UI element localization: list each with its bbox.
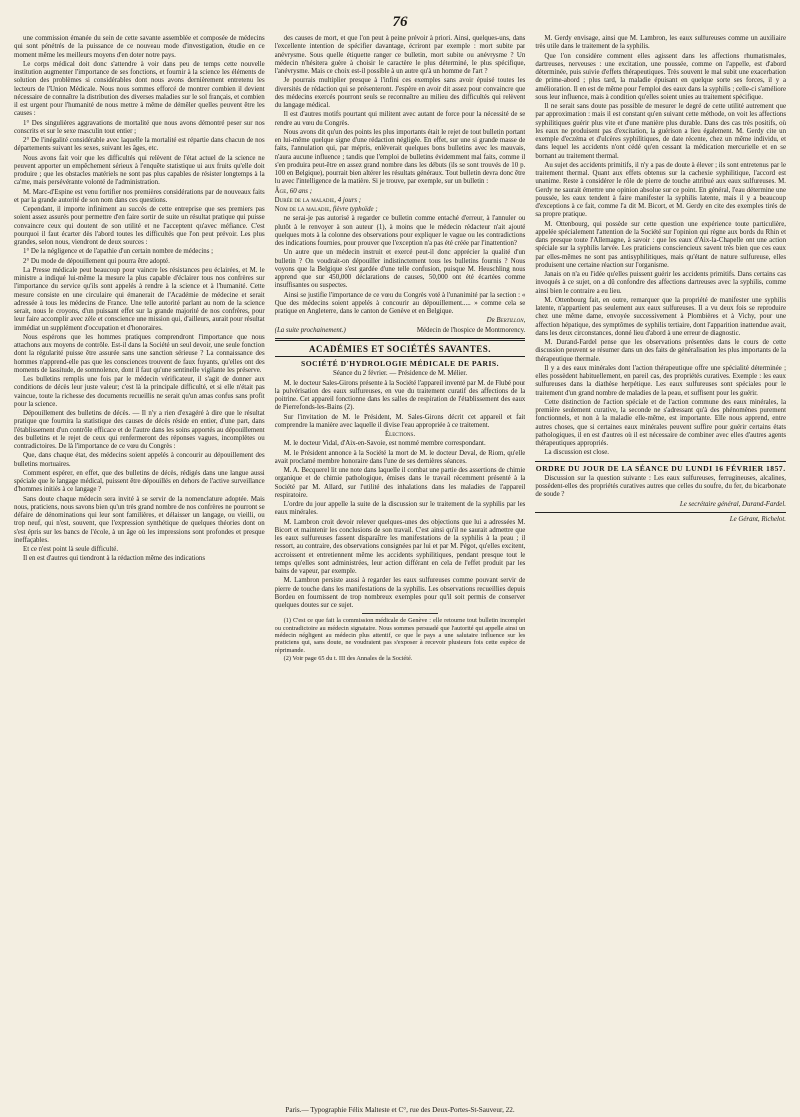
paragraph: M. Durand-Fardel pense que les observations présentées dans le cours de cette discussion peuvent se résumer dans un des faits de généralisation les plus importants de la thérapeutique thermale. [535,339,787,363]
signature-row [275,327,526,335]
society-title: SOCIÉTÉ D'HYDROLOGIE MÉDICALE DE PARIS. [300,359,500,368]
gerant-signature: Le Gérant, Richelot. [729,515,787,523]
paragraph: Sans doute chaque médecin sera invité à se servir de la nomenclature adoptée. Mais nous, praticiens, nous savons bien qu'un très grand nombre de nos confrères ne pourront se défaire de dénominations qui leur sont familières, et délaisser un langage, ou vieilli, ou trop neuf, qui n'est, souvent, que l'expression synthétique de quelques théories dont on s'est épris sur les bancs de l'école, à un âge où les impressions sont profondes et presque ineffaçables. [14,495,265,544]
signature-name: Dr Bertillon, [486,317,526,325]
section-title: ACADÉMIES ET SOCIÉTÉS SAVANTES. [308,343,492,354]
paragraph: Nous espérons que les hommes pratiques comprendront l'importance que nous attachons aux moyens de contrôle. Est-il dans la Société un seul devoir, une seule fonction dont la régularité puisse être assurée sans une sanction sérieuse ? La connaissance des hommes n'apprend-elle pas que les consciences trouvent de faux fuyants, qu'elles ont des moments de lassitude, de somnolence, dont il faut qu'une sentinelle vigilante les préserve. [14,333,265,374]
fact-line [275,197,526,205]
session-line: Séance du 2 février. — Présidence de M. Mélier. [332,370,468,378]
paragraph: M. Gerdy envisage, ainsi que M. Lambron, les eaux sulfureuses comme un auxiliaire très utile dans le traitement de la syphilis. [535,35,787,51]
paragraph: Comment espérer, en effet, que des bulletins de décès, rédigés dans une langue aussi spéciale que le langage médical, puissent être dépouillés en dehors de l'active surveillance d'hommes initiés à ce langage ? [14,469,265,494]
paragraph: des causes de mort, et que l'on peut à peine prévoir à priori. Ainsi, quelques-uns, dans l'excellente intention de spécifier davantage, écriront par exemple : mort subite par anévrysme. Sous quelle étiquette ranger ce bulletin, mort subite ou anévrysme ? Un médecin n'hésitera guère à choisir le caractère le plus déterminé, le plus spécifique, l'anévrysme. Mais ce choix est-il possible à un autre qu'à un homme de l'art ? [274,35,526,75]
paragraph: Je pourrais multiplier presque à l'infini ces exemples sans avoir épuisé toutes les diversités de rédaction qui se présenteront. J'espère en avoir dit assez pour convaincre que des médecins exercés pourront seuls se reconnaître au milieu des difficultés qui relèvent du langage médical. [274,77,526,109]
page-number: 76 [392,14,408,30]
paragraph: La Presse médicale peut beaucoup pour vaincre les résistances peu éclairées, et M. le ministre a indiqué lui-même la mesure la plus capable d'éclairer tous nos confrères sur l'importance du service qu'ils sont appelés à rendre à la science et à l'humanité. Cette mesure consiste en une circulaire qui émanerait de l'Académie de médecine et serait adressée à tous les médecins de France. Une telle autorité parlant au nom de la science serait, nous le croyons, d'un puissant effet sur la grande majorité de nos confrères, pour leur faire accomplir avec zèle et conscience une mission qui, d'ailleurs, aurait pour résultat immédiat un supplément d'occupation et d'honoraires. [14,266,265,332]
footnote: (1) C'est ce que fait la commission médicale de Genève : elle retourne tout bulletin incomplet ou contradictoire au médecin signataire. Nous sommes persuadé que l'autorité qui appelle ainsi un médecin négligent au médecin plus attentif, ce que le pays a une salutaire influence sur les praticiens qui, sans doute, ne voudraient pas s'exposer à recevoir plusieurs fois cette espèce de réprimande. [274,617,526,654]
paragraph: Nous avons dit qu'un des points les plus importants était le rejet de tout bulletin portant en lui-même quelque signe d'une rédaction négligée. En effet, sur une si grande masse de faits, l'annulation qui, par mépris, enlèverait quelques bons bulletins avec les mauvais, n'aura aucune influence ; tandis que l'emploi de bulletins évidemment mal faits, comme il s'en produira peut-être en assez grand nombre dans les débuts (ils se sont trouvés de 10 p. 100 en Belgique), pourrait bien altérer les résultats généraux. Tout bulletin devra donc être lu avec l'intelligence de la matière. Si je trouve, par exemple, sur un bulletin : [274,128,526,186]
continuation-note: (La suite prochainement.) [274,326,346,334]
footnote-rule [362,613,437,614]
paragraph: Cette distinction de l'action spéciale et de l'action commune des eaux minérales, la première seulement curative, la seconde ne s'adressant qu'à des phénomènes purement fonctionnels, et non à la maladie elle-même, est importante. Elle nous apprend, entre autres choses, que si certaines eaux minérales peuvent suffire pour guérir certains états pathologiques, il en est d'autres où il est nécessaire de combiner avec elles d'autres agents thérapeutiques appropriés. [535,398,787,447]
paragraph: 2° Du mode de dépouillement qui pourra être adopté. [23,257,170,265]
rule [535,512,786,513]
paragraph: M. le Président annonce à la Société la mort de M. le docteur Deval, de Riom, qu'elle avait proclamé membre honoraire dans l'une de ses dernières séances. [274,449,526,465]
paragraph: Il en est d'autres qui tiendront à la rédaction même des indications [23,555,206,563]
column-2 [275,35,526,1103]
paragraph: Ainsi se justifie l'importance de ce vœu du Congrès voté à l'unanimité par la section : « Que des médecins soient appelés à concourir au dépouillement..... » comme cela se pratique en Angleterre, dans le canton de Genève et en Belgique. [274,291,526,315]
column-1 [14,35,265,1103]
fact-label: Durée de la maladie, [274,196,336,204]
rule [535,461,786,462]
column-container [14,35,786,1103]
paragraph: Le corps médical doit donc s'attendre à voir dans peu de temps cette nouvelle institution augmenter l'importance de ses fonctions, et fournir à la science les éléments de solution des problèmes si considérables dont nous avons dernièrement entretenu les lecteurs de l'Union Médicale. Nous nous sommes efforcé de montrer combien il devient nécessaire de connaître la distribution des diverses maladies sur le sol français, et combien il est urgent pour l'humanité de nous mettre à même de démêler quelles peuvent être les causes : [14,60,265,118]
fact-label: Âge, [274,187,289,195]
secretary-signature: Le secrétaire général, Durand-Fardel. [679,500,787,508]
paragraph: 1° Des singulières aggravations de mortalité que nous avons démontré peser sur nos conscrits et sur le sexe masculin tout entier ; [14,119,265,135]
paragraph: Il y a des eaux minérales dont l'action thérapeutique offre une spécialité déterminée ; elles possèdent habituellement, en pareil cas, des propriétés curatives. Exemple : les eaux sulfureuses dans la diathèse herpétique. Les eaux sulfureuses sont spéciales pour le traitement d'un grand nombre de maladies de la peau, et suffisent pour les guérir. [535,364,787,397]
paragraph: M. A. Becquerel lit une note dans laquelle il combat une partie des assertions de chimie organique et de chimie pathologique, émises dans le travail récemment présenté à la Société par M. Allard, sur l'utilité des inhalations dans les maladies de l'appareil respiratoire. [274,467,526,499]
paragraph: Nous avons fait voir que les difficultés qui relèvent de l'état actuel de la science ne peuvent apporter un empêchement sérieux à l'enquête statistique ui aux fruits qu'elle doit produire ; que les obstacles matériels ne sont pas plus capables de résister longtemps à la ca'me, mais persévérante volonté de l'administration. [14,154,265,187]
footnote: (2) Voir page 65 du t. III des Annales de la Société. [283,655,413,663]
paragraph: Dépouillement des bulletins de décès. — Il n'y a rien d'exagéré à dire que le résultat pratique que fournira la statistique des causes de décès réside en entier, d'une part, dans l'établissement d'un contrôle efficace et de l'autre dans les soins apportés au dépouillement des bulletins et le rejet de ceux qui renfermeront des réponses vagues, incomplètes ou contradictoires. De là l'importance de ce vœu du Congrès : [14,410,265,450]
paragraph: Et ce n'est point là seule difficulté. [23,546,119,553]
printer-footer: Paris.— Typographie Félix Malteste et C°, rue des Deux-Portes-St-Sauveur, 22. [285,1106,515,1114]
paragraph: M. le docteur Sales-Girons présente à la Société l'appareil inventé par M. de Flubé pour la pulvérisation des eaux sulfureuses, en vue du traitement curatif des affections de la poitrine. Cet appareil fonctionne dans les salles de respiration de l'établissement des eaux de Pierrefonds-les-Bains (2). [274,379,526,412]
signature-title: Médecin de l'hospice de Montmorency. [416,326,526,334]
paragraph: Il ne serait sans doute pas possible de mesurer le degré de cette utilité autrement que par approximation : mais il est constant qu'en suivant cette méthode, on voit les affections syphilitiques guérir plus vite et d'une manière plus durable. Dans des cas très positifs, où les eaux ne produisent pas d'excitation, la guérison a lieu également. M. Gerdy cite un exemple d'eczéma et d'ulcères syphilitiques, de date récente, chez un même individu, et dans lequel les accidents n'ont cédé qu'en cessant la médication mercurielle et en se bornant au traitement thermal. [535,103,787,160]
paragraph: La discussion est close. [544,449,610,457]
fact-value: fièvre typhoïde ; [332,206,378,213]
fact-label: Nom de la maladie, [274,206,331,213]
fact-line [275,188,526,196]
paragraph: Cependant, il importe infiniment au succès de cette entreprise que ses premiers pas soient assez assurés pour permettre d'en faire sortir de suite un résultat pratique qui puisse convaincre ceux qui doutent de son utilité et ne l'acceptent qu'avec méfiance. C'est pourquoi il faut écarter dès l'abord toutes les difficultés que l'on peut prévoir. Les plus grandes, selon nous, viendront de deux sources : [14,206,265,246]
fact-value: 4 jours ; [337,196,362,204]
paragraph: M. Ottenbourg, qui possède sur cette question une expérience toute particulière, appelée spécialement l'attention de la Société sur l'opinion qui règne aux bords du Rhin et dans presque toute l'Allemagne, à savoir : que les eaux d'Aix-la-Chapelle ont une action spéciale sur la syphilis larvée. Les praticiens consciencieux savent très bien que ces eaux par elles-mêmes ne sont pas antisyphilitiques, mais qu'étant de nature sulfureuse, elles produisent une certaine réaction sur l'organisme. [535,220,787,269]
paragraph: Il est d'autres motifs pourtant qui militent avec autant de force pour la nécessité de se rendre au vœu du Congrès. [274,111,526,127]
paragraph: Au sujet des accidents primitifs, il n'y a pas de doute à élever ; ils sont entretenus par le traitement thermal. Quant aux effets obtenus sur la cachexie syphilitique, l'accord est unanime. Reste à considérer le rôle de pierre de touche attribué aux eaux sulfureuses. M. Gerdy ne saurait émettre une opinion absolue sur ce point. En général, l'eau détermine une poussée, les eaux tendent à faire manifester la syphilis latente, mais il y a beaucoup d'exceptions à ce fait, comme l'a dit M. Bicort, et M. Gerdy en cite des exemples tirés de sa propre pratique. [535,161,787,219]
paragraph: Discussion sur la question suivante : Les eaux sulfureuses, ferrugineuses, alcalines, possèdent-elles des propriétés curatives autres que celles du soufre, du fer, du bicarbonate de soude ? [535,474,787,499]
paragraph: Sur l'invitation de M. le Président, M. Sales-Girons décrit cet appareil et fait comprendre la manière avec laquelle il divise l'eau appropriée à ce traitement. [274,413,526,429]
paragraph: 1° De la négligence et de l'apathie d'un certain nombre de médecins ; [23,248,214,256]
column-3 [535,35,786,1103]
paragraph: une commission émanée du sein de cette savante assemblée et composée de médecins qui sont pénétrés de la puissance de ce nouveau mode d'investigation, étudie en ce moment même les meilleurs moyens d'en doter notre pays. [14,35,265,59]
paragraph: M. Lambron croit devoir relever quelques-unes des objections que lui a adressées M. Bicort et maintenir les conclusions de son travail. C'est ainsi qu'il ne saurait admettre que les eaux sulfureuses fassent disparaître les manifestations de la syphilis à la peau ; il ressort, au contraire, des observations consignées par lui et par M. Pégot, qu'elles excitent, accroissent et entretiennent même les accidents syphilitiques, pendant presque tout le temps qu'elles sont administrées, leur action différant en cela de l'effet produit par les bains de vapeur, par exemple. [274,518,526,575]
paragraph: 2° De l'inégalité considérable avec laquelle la mortalité est répartie dans chacun de nos départements suivant les sexes, suivant les âges, etc. [14,137,265,153]
paragraph: Janais on n'a eu l'idée qu'elles puissent guérir les accidents primitifs. Dans certains cas invoqués à ce sujet, on a dû confondre des affections dartreuses avec la syphilis, comme ainsi bien le contraire a eu lieu. [535,271,787,295]
paragraph: Que, dans chaque état, des médecins soient appelés à concourir au dépouillement des bulletins mortuaires. [14,452,265,468]
fact-value: 60 ans ; [289,187,312,195]
elections-heading: Élections. [384,431,416,438]
paragraph: M. Marc-d'Espine est venu fortifier nos premières considérations par de nouveaux faits et par la grande autorité de son nom dans ces questions. [14,188,265,204]
paragraph: ne serai-je pas autorisé à regarder ce bulletin comme entaché d'erreur, à l'annuler ou plutôt à le renvoyer à son auteur (1), à moins que le médecin rédacteur n'ait ajouté quelques mots à la colonne des observations pour expliquer le vague ou les contradictions des indications fournies, pour prouver que l'exception n'a pas été créée par l'inattention? [274,215,526,247]
paragraph: Les bulletins remplis une fois par le médecin vérificateur, il s'agit de donner aux conditions de décès leur juste valeur; c'est là la principale difficulté, et si elle n'était pas vaincue, toute la richesse des documents recueillis ne serait qu'un amas confus sans profit pour la science. [14,376,265,408]
paragraph: M. Ottenbourg fait, en outre, remarquer que la propriété de manifester une syphilis latente, n'appartient pas seulement aux eaux sulfureuses. Il a vu deux fois se reproduire chez une même dame, envoyée successivement à Plombières et à Vichy, pour une affection hépatique, des symptômes de syphilis tertiaire, dont l'apparition inattendue avait, dans les deux circonstances, donné lieu d'abord à une erreur de diagnostic. [535,296,787,337]
paragraph: M. Lambron persiste aussi à regarder les eaux sulfureuses comme pouvant servir de pierre de touche dans les manifestations de la syphilis. Les observations recueillies depuis Bordeu en fournissent de trop nombreux exemples pour qu'il soit permis de conserver quelques doutes sur ce sujet. [274,577,526,609]
rule [275,356,526,357]
double-rule [275,338,526,341]
paragraph: M. le docteur Vidal, d'Aix-en-Savoie, est nommé membre correspondant. [283,440,486,448]
paragraph: Que l'on considère comment elles agissent dans les affections rhumatismales, dartreuses, nerveuses : une excitation, une poussée, comme on l'appelle, est d'abord déterminée, puis suivie d'effets thérapeutiques. Très souvent le mal subit une exacerbation de prime-abord ; plus tard, la maladie épuisant en quelque sorte ses forces, il y a amélioration. Il en est de même pour l'emploi des eaux dans la syphilis ; celle-ci s'améliore sous leur influence, mais à condition qu'elles soient unies au traitement spécifique. [535,52,787,101]
paragraph: L'ordre du jour appelle la suite de la discussion sur le traitement de la syphilis par les eaux minérales. [274,501,526,517]
paragraph: Un autre que un médecin instruit et exercé peut-il donc apprécier la qualité d'un bulletin ? On voudrait-on dépouiller indistinctement tous les bulletins fournis ? Nous voyons que la Belgique s'est gardée d'une telle confusion, puisque M. Heuschling nous apprend que sur 450,000 déclarations de causes, 50,000 ont été écartées comme insuffisantes ou suspectes. [274,249,526,290]
fact-line [275,206,526,214]
order-title: ORDRE DU JOUR DE LA SÉANCE DU LUNDI 16 FÉVRIER 1857. [535,463,786,473]
